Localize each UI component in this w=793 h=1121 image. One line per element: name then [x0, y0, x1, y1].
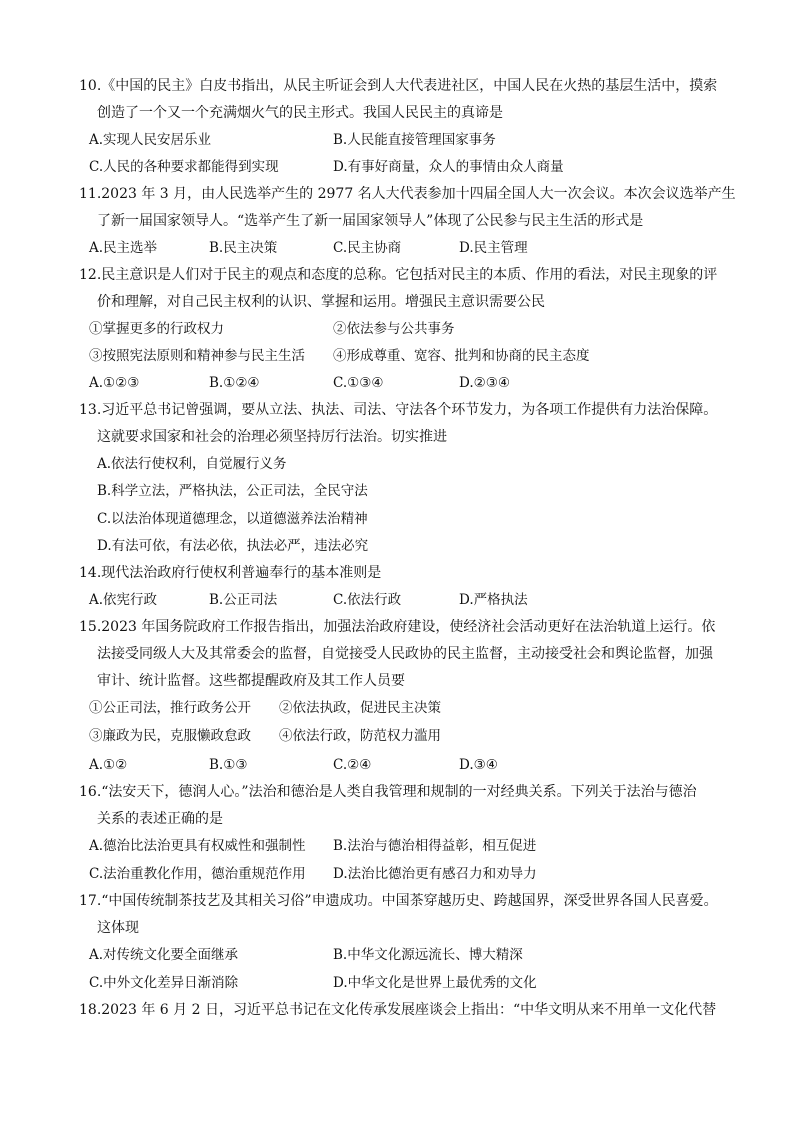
- question-12-item-1: ①掌握更多的行政权力: [89, 321, 224, 337]
- question-11-stem-line-2: 了新一届国家领导人。“选举产生了新一届国家领导人”体现了公民参与民主生活的形式是: [97, 213, 644, 229]
- question-15-option-a: A.①②: [89, 757, 128, 773]
- question-17-stem-line-1: 17.“中国传统制茶技艺及其相关习俗”申遗成功。中国茶穿越历史、跨越国界，深受世界各国人民喜爱。: [79, 893, 718, 909]
- question-10-option-d: D.有事好商量，众人的事情由众人商量: [333, 159, 564, 175]
- question-16-stem-line-2: 关系的表述正确的是: [97, 811, 223, 827]
- question-17-option-d: D.中华文化是世界上最优秀的文化: [333, 975, 537, 991]
- question-15-option-b: B.①③: [209, 757, 248, 773]
- question-16-option-a: A.德治比法治更具有权威性和强制性: [89, 838, 306, 854]
- question-18-stem-line-1: 18.2023 年 6 月 2 日，习近平总书记在文化传承发展座谈会上指出：“中华文明从来不用单一文化代替: [79, 1002, 717, 1018]
- question-16-option-c: C.法治重教化作用，德治重规范作用: [89, 866, 306, 882]
- question-11-option-d: D.民主管理: [459, 240, 528, 256]
- question-12-stem-line-1: 12.民主意识是人们对于民主的观点和态度的总称。它包括对民主的本质、作用的看法，对民主现象的评: [79, 267, 718, 283]
- question-10-option-a: A.实现人民安居乐业: [89, 132, 212, 148]
- question-10-option-b: B.人民能直接管理国家事务: [333, 132, 496, 148]
- question-12-item-2: ②依法参与公共事务: [333, 321, 455, 337]
- question-11-option-a: A.民主选举: [89, 240, 158, 256]
- question-11-option-b: B.民主决策: [209, 240, 278, 256]
- question-14-option-c: C.依法行政: [333, 592, 402, 608]
- question-17-option-b: B.中华文化源远流长、博大精深: [333, 947, 523, 963]
- question-13-stem-line-1: 13.习近平总书记曾强调，要从立法、执法、司法、守法各个环节发力，为各项工作提供有力法治保障。: [79, 402, 718, 418]
- question-14-stem-line-1: 14.现代法治政府行使权利普遍奉行的基本准则是: [79, 565, 382, 581]
- question-15-option-c: C.②④: [333, 757, 372, 773]
- question-10-option-c: C.人民的各种要求都能得到实现: [89, 159, 279, 175]
- question-14-option-b: B.公正司法: [209, 592, 278, 608]
- question-12-item-4: ④形成尊重、宽容、批判和协商的民主态度: [333, 348, 590, 364]
- question-13-option-d: D.有法可依，有法必依，执法必严，违法必究: [97, 538, 369, 554]
- question-16-stem-line-1: 16.“法安天下，德润人心。”法治和德治是人类自我管理和规制的一对经典关系。下列关于法治与德治: [79, 784, 697, 800]
- question-10-stem-line-1: 10.《中国的民主》白皮书指出，从民主听证会到人大代表进社区，中国人民在火热的基层生活中，摸索: [79, 78, 718, 94]
- question-15-item-3: ③廉政为民，克服懒政怠政: [89, 728, 251, 744]
- question-14-option-a: A.依宪行政: [89, 592, 158, 608]
- question-13-option-c: C.以法治体现道德理念，以道德滋养法治精神: [97, 511, 368, 527]
- question-12-option-d: D.②③④: [459, 375, 510, 391]
- question-11-option-c: C.民主协商: [333, 240, 402, 256]
- question-12-stem-line-2: 价和理解，对自己民主权利的认识、掌握和运用。增强民主意识需要公民: [97, 294, 545, 310]
- question-13-option-b: B.科学立法，严格执法，公正司法，全民守法: [97, 483, 368, 499]
- question-13-option-a: A.依法行使权利，自觉履行义务: [97, 456, 287, 472]
- question-15-item-2: ②依法执政，促进民主决策: [279, 700, 441, 716]
- question-15-stem-line-3: 审计、统计监督。这些都提醒政府及其工作人员要: [97, 673, 405, 689]
- question-14-option-d: D.严格执法: [459, 592, 528, 608]
- question-16-option-d: D.法治比德治更有感召力和劝导力: [333, 866, 537, 882]
- question-10-stem-line-2: 创造了一个又一个充满烟火气的民主形式。我国人民民主的真谛是: [97, 105, 503, 121]
- question-11-stem-line-1: 11.2023 年 3 月，由人民选举产生的 2977 名人大代表参加十四届全国人大一次会议。本次会议选举产生: [79, 186, 736, 202]
- question-16-option-b: B.法治与德治相得益彰，相互促进: [333, 838, 537, 854]
- question-17-stem-line-2: 这体现: [97, 920, 139, 936]
- question-15-item-1: ①公正司法，推行政务公开: [89, 700, 251, 716]
- question-17-option-c: C.中外文化差异日渐消除: [89, 975, 239, 991]
- question-12-item-3: ③按照宪法原则和精神参与民主生活: [89, 348, 305, 364]
- question-15-stem-line-1: 15.2023 年国务院政府工作报告指出，加强法治政府建设，使经济社会活动更好在法治轨道上运行。依: [79, 619, 716, 635]
- question-15-option-d: D.③④: [459, 757, 498, 773]
- question-13-stem-line-2: 这就要求国家和社会的治理必须坚持厉行法治。切实推进: [97, 429, 447, 445]
- question-12-option-a: A.①②③: [89, 375, 140, 391]
- question-17-option-a: A.对传统文化要全面继承: [89, 947, 239, 963]
- question-12-option-b: B.①②④: [209, 375, 260, 391]
- question-15-item-4: ④依法行政，防范权力滥用: [279, 728, 441, 744]
- question-15-stem-line-2: 法接受同级人大及其常委会的监督，自觉接受人民政协的民主监督，主动接受社会和舆论监督，加强: [97, 646, 713, 662]
- question-12-option-c: C.①③④: [333, 375, 384, 391]
